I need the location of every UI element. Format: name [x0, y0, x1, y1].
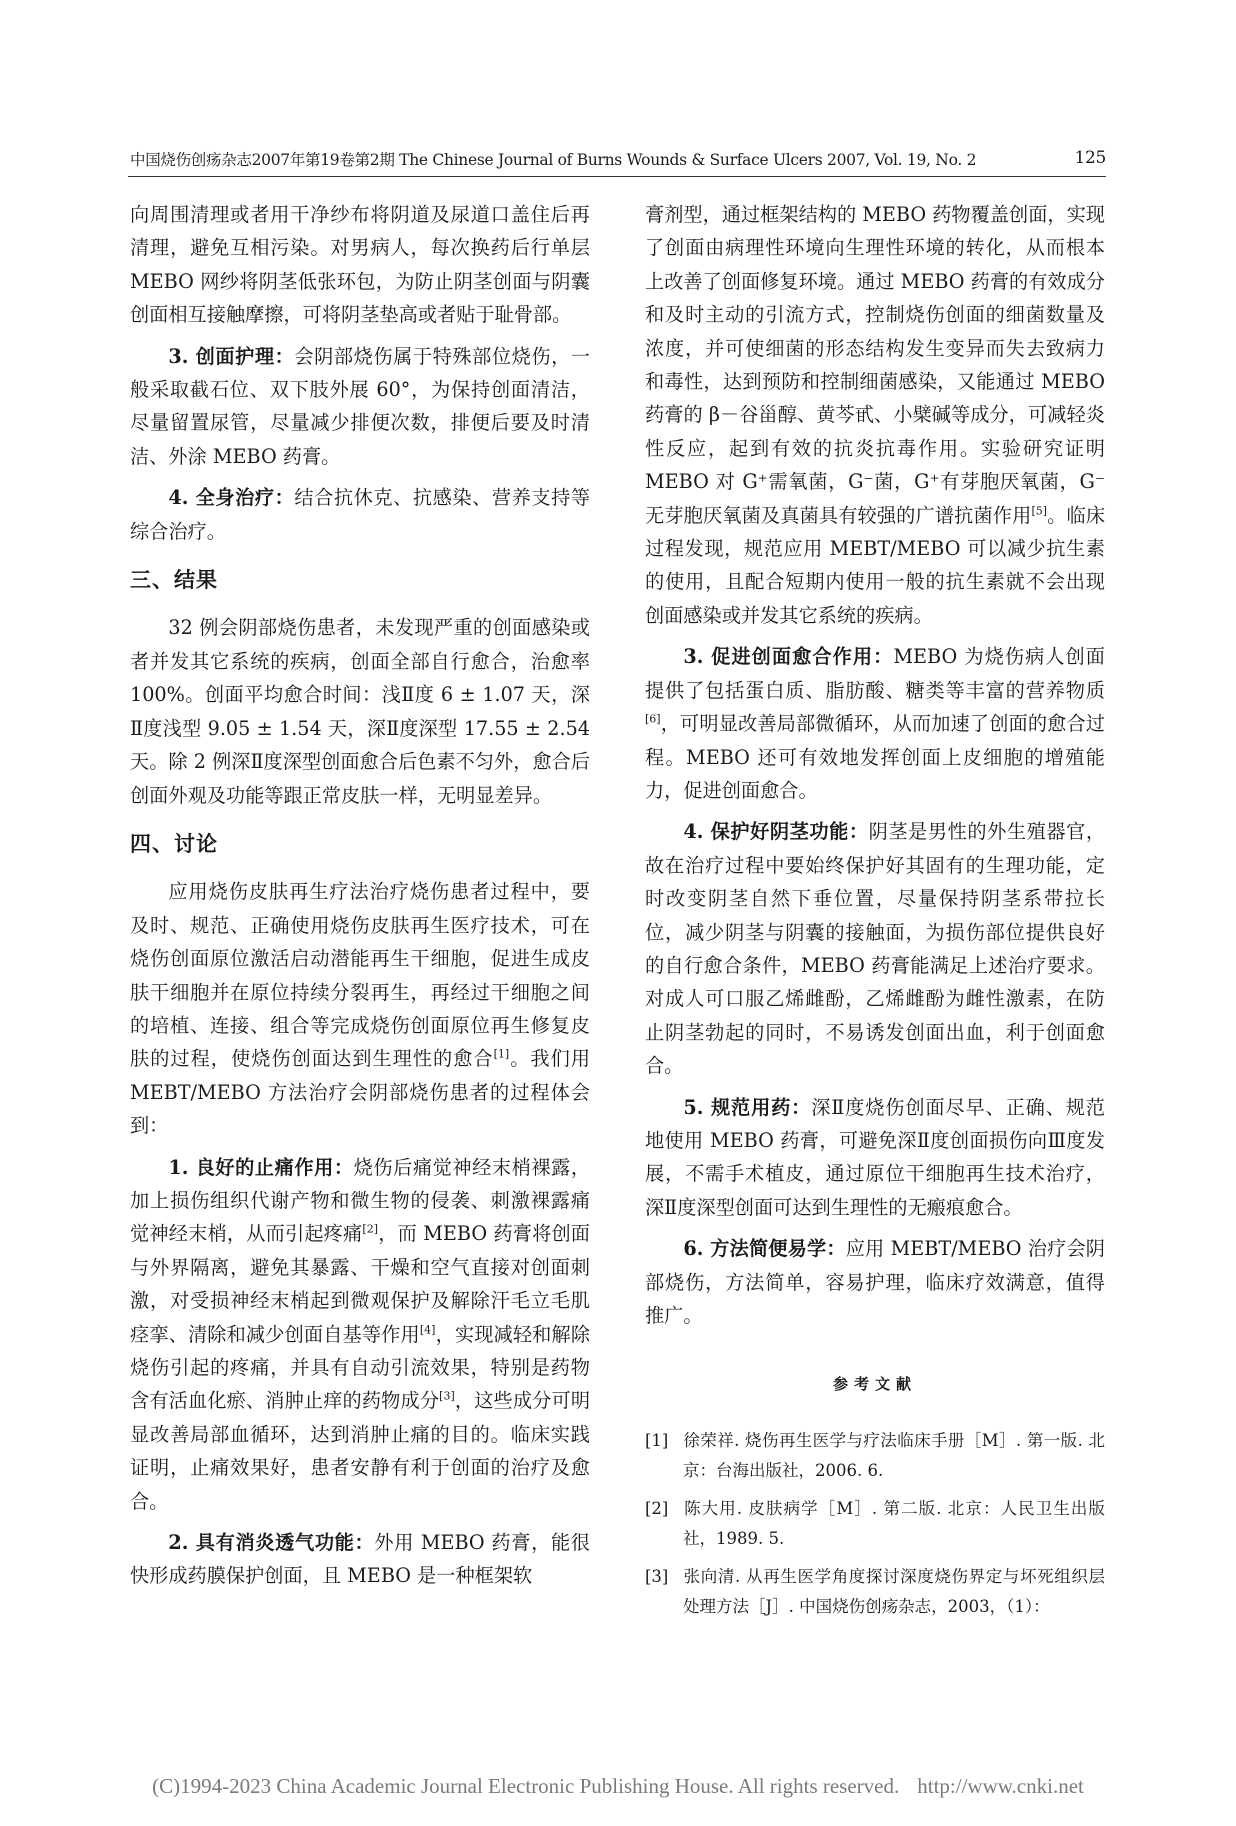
- reference-item: [1] 徐荣祥. 烧伤再生医学与疗法临床手册［M］. 第一版. 北京：台海出版社，2006. 6.: [645, 1430, 1105, 1480]
- citation: [5]: [1031, 504, 1048, 518]
- page-number: 125: [1074, 148, 1106, 168]
- item-healing: 3. 促进创面愈合作用：MEBO 为烧伤病人创面提供了包括蛋白质、脂肪酸、糖类等丰富的营养物质[6]，可明显改善局部微循环，从而加速了创面的愈合过程。MEBO 还可有效地发挥创面上皮细胞的增殖能力，促进创面愈合。: [645, 645, 1105, 802]
- copyright-footer: [0, 1774, 1236, 1799]
- citation: [3]: [439, 1390, 455, 1404]
- item-text: 会阴部烧伤属于特殊部位烧伤，一般采取截石位、双下肢外展 60°，为保持创面清洁，尽量留置尿管，尽量减少排便次数，排便后要及时清洁、外涂 MEBO 药膏。: [130, 344, 591, 468]
- copyright-text: (C)1994-2023 China Academic Journal Electronic Publishing House. All rights reserved.: [152, 1774, 900, 1798]
- item-standard-medication: 5. 规范用药：深Ⅱ度烧伤创面尽早、正确、规范地使用 MEBO 药膏，可避免深Ⅱ度创面损伤向Ⅲ度发展，不需手术植皮，通过原位干细胞再生技术治疗，深Ⅱ度深型创面可达到生理性的无瘢痕愈合。: [645, 1095, 1105, 1219]
- item-text: 结合抗休克、抗感染、营养支持等综合治疗。: [130, 486, 591, 543]
- item-systemic-treatment: [130, 481, 590, 548]
- section-title-discussion: 四、讨论: [130, 831, 218, 856]
- right-column: [645, 198, 1105, 1630]
- paragraph-continued: 膏剂型，通过框架结构的 MEBO 药物覆盖创面，实现了创面由病理性环境向生理性环境的转化，从而根本上改善了创面修复环境。通过 MEBO 药膏的有效成分和及时主动的引流方式，控制烧伤创面的细菌数量及浓度，并可使细菌的形态结构发生变异而失去致病力和毒性，达到预防和控制细菌感染，又能通过 MEBO 药膏的 β－谷甾醇、黄芩甙、小檗碱等成分，可减轻炎性反应，起到有效的抗炎抗毒作用。实验研究证明 MEBO 对 G⁺需氧菌，G⁻菌，G⁺有芽胞厌氧菌，G⁻无芽胞厌氧菌及真菌具有较强的广谱抗菌作用[5]。临床过程发现，规范应用 MEBT/MEBO 可以减少抗生素的使用，且配合短期内使用一般的抗生素就不会出现创面感染或并发其它系统的疾病。: [645, 203, 1106, 627]
- references-title: 参考文献: [832, 1375, 917, 1394]
- item-label: 4. 全身治疗：: [168, 486, 295, 510]
- item-wound-care: [130, 340, 590, 474]
- running-header: [130, 148, 1106, 170]
- citation: [4]: [419, 1323, 436, 1337]
- citation: [6]: [645, 712, 661, 726]
- left-column: [130, 198, 590, 1593]
- paragraph-continued: 向周围清理或者用干净纱布将阴道及尿道口盖住后再清理，避免互相污染。对男病人，每次换药后行单层 MEBO 网纱将阴茎低张环包，为防止阴茎创面与阴囊创面相互接触摩擦，可将阴茎垫高或者贴于耻骨部。: [130, 203, 590, 327]
- header-rule: [128, 176, 1106, 177]
- item-label: 3. 创面护理：: [168, 344, 295, 368]
- reference-item: [2] 陈大用. 皮肤病学［M］. 第二版. 北京：人民卫生出版社，1989. 5.: [645, 1498, 1105, 1548]
- item-label: 2. 具有消炎透气功能：: [168, 1531, 375, 1555]
- reference-item: [3] 张向清. 从再生医学角度探讨深度烧伤界定与坏死组织层处理方法［J］. 中国烧伤创疡杂志，2003，（1）：: [645, 1566, 1105, 1616]
- item-label: 4. 保护好阴茎功能：: [683, 820, 869, 844]
- item-simple-method: 6. 方法简便易学：应用 MEBT/MEBO 治疗会阴部烧伤，方法简单，容易护理，临床疗效满意，值得推广。: [645, 1237, 1105, 1327]
- item-label: 6. 方法简便易学：: [683, 1237, 846, 1261]
- item-label: 3. 促进创面愈合作用：: [683, 645, 894, 669]
- journal-title: 中国烧伤创疡杂志2007年第19卷第2期 The Chinese Journal of Burns Wounds & Surface Ulcers 2007, Vol. 19, No. 2: [130, 151, 977, 169]
- item-anti-inflammation: 2. 具有消炎透气功能：外用 MEBO 药膏，能很快形成药膜保护创面，且 MEBO 是一种框架软: [130, 1531, 590, 1588]
- item-label: 1. 良好的止痛作用：: [168, 1155, 354, 1179]
- cnki-link[interactable]: http://www.cnki.net: [917, 1774, 1084, 1798]
- item-label: 5. 规范用药：: [683, 1095, 812, 1119]
- citation: [2]: [362, 1222, 379, 1236]
- item-penis-protection: 4. 保护好阴茎功能：阴茎是男性的外生殖器官，故在治疗过程中要始终保护好其固有的生理功能，定时改变阴茎自然下垂位置，尽量保持阴茎系带拉长位，减少阴茎与阴囊的接触面，为损伤部位提供良好的自行愈合条件，MEBO 药膏能满足上述治疗要求。对成人可口服乙烯雌酚，乙烯雌酚为雌性激素，在防止阴茎勃起的同时，不易诱发创面出血，利于创面愈合。: [645, 820, 1106, 1078]
- citation: [1]: [493, 1047, 510, 1061]
- section-title-results: 三、结果: [130, 568, 218, 593]
- discussion-paragraph: 应用烧伤皮肤再生疗法治疗烧伤患者过程中，要及时、规范、正确使用烧伤皮肤再生医疗技术，可在烧伤创面原位激活启动潜能再生干细胞，促进生成皮肤干细胞并在原位持续分裂再生，再经过干细胞之间的培植、连接、组合等完成烧伤创面原位再生修复皮肤的过程，使烧伤创面达到生理性的愈合[1]。我们用 MEBT/MEBO 方法治疗会阴部烧伤患者的过程体会到：: [130, 880, 591, 1138]
- results-paragraph: 32 例会阴部烧伤患者，未发现严重的创面感染或者并发其它系统的疾病，创面全部自行愈合，治愈率 100%。创面平均愈合时间：浅Ⅱ度 6 ± 1.07 天，深Ⅱ度浅型 9.05 ± 1.54 天，深Ⅱ度深型 17.55 ± 2.54 天。除 2 例深Ⅱ度深型创面愈合后色素不匀外，愈合后创面外观及功能等跟正常皮肤一样，无明显差异。: [130, 616, 590, 807]
- item-analgesia: 1. 良好的止痛作用：烧伤后痛觉神经末梢裸露，加上损伤组织代谢产物和微生物的侵袭、刺激裸露痛觉神经末梢，从而引起疼痛[2]，而 MEBO 药膏将创面与外界隔离，避免其暴露、干燥和空气直接对创面刺激，对受损神经末梢起到微观保护及解除汗毛立毛肌痉挛、清除和减少创面自基等作用[4]，实现减轻和解除烧伤引起的疼痛，并具有自动引流效果，特别是药物含有活血化瘀、消肿止痒的药物成分[3]，这些成分可明显改善局部血循环，达到消肿止痛的目的。临床实践证明，止痛效果好，患者安静有利于创面的治疗及愈合。: [130, 1155, 591, 1513]
